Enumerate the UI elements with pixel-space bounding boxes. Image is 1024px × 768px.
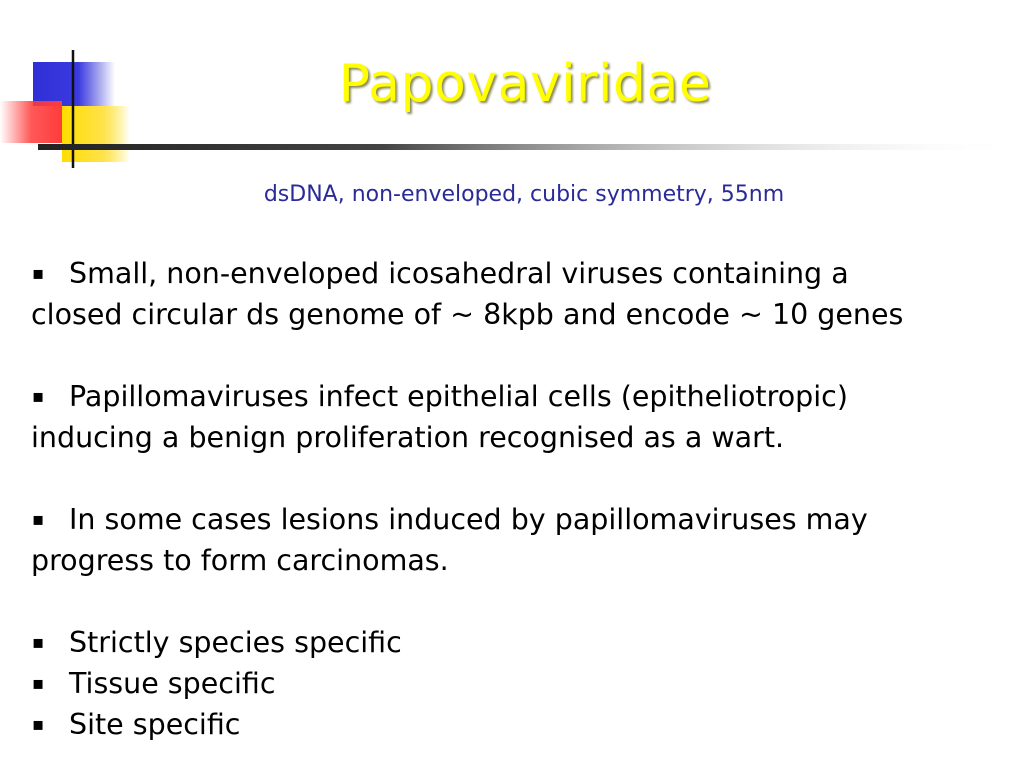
title-rule bbox=[38, 144, 1024, 150]
paragraph-line: inducing a benign proliferation recognised as a wart. bbox=[31, 421, 785, 454]
deco-red-bar bbox=[0, 101, 62, 143]
paragraph-line: closed circular ds genome of ~ 8kpb and encode ~ 10 genes bbox=[31, 298, 904, 331]
list-item bbox=[31, 663, 1006, 704]
square-bullet-icon: ▪ bbox=[32, 263, 45, 284]
slide-body bbox=[31, 253, 1006, 745]
list-item-label: Tissue specific bbox=[69, 667, 276, 700]
slide-subtitle: dsDNA, non-enveloped, cubic symmetry, 55nm bbox=[263, 182, 785, 207]
list-item-label: Site specific bbox=[69, 708, 241, 741]
square-bullet-icon: ▪ bbox=[32, 714, 45, 735]
list-item-label: Strictly species specific bbox=[69, 626, 402, 659]
square-bullet-icon: ▪ bbox=[32, 632, 45, 653]
paragraph-line: Small, non-enveloped icosahedral viruses containing a bbox=[69, 257, 849, 290]
paragraph-line: In some cases lesions induced by papillomaviruses may bbox=[69, 503, 868, 536]
square-bullet-icon: ▪ bbox=[32, 509, 45, 530]
list-item bbox=[31, 622, 1006, 663]
slide-title: Papovaviridae bbox=[338, 54, 712, 114]
square-bullet-icon: ▪ bbox=[32, 386, 45, 407]
square-bullet-icon: ▪ bbox=[32, 673, 45, 694]
paragraph-line: Papillomaviruses infect epithelial cells (epitheliotropic) bbox=[69, 380, 848, 413]
list-item bbox=[31, 704, 1006, 745]
bullet-paragraph bbox=[31, 253, 1006, 335]
paragraph-line: progress to form carcinomas. bbox=[31, 544, 449, 577]
bullet-paragraph bbox=[31, 499, 1006, 581]
bullet-paragraph bbox=[31, 376, 1006, 458]
